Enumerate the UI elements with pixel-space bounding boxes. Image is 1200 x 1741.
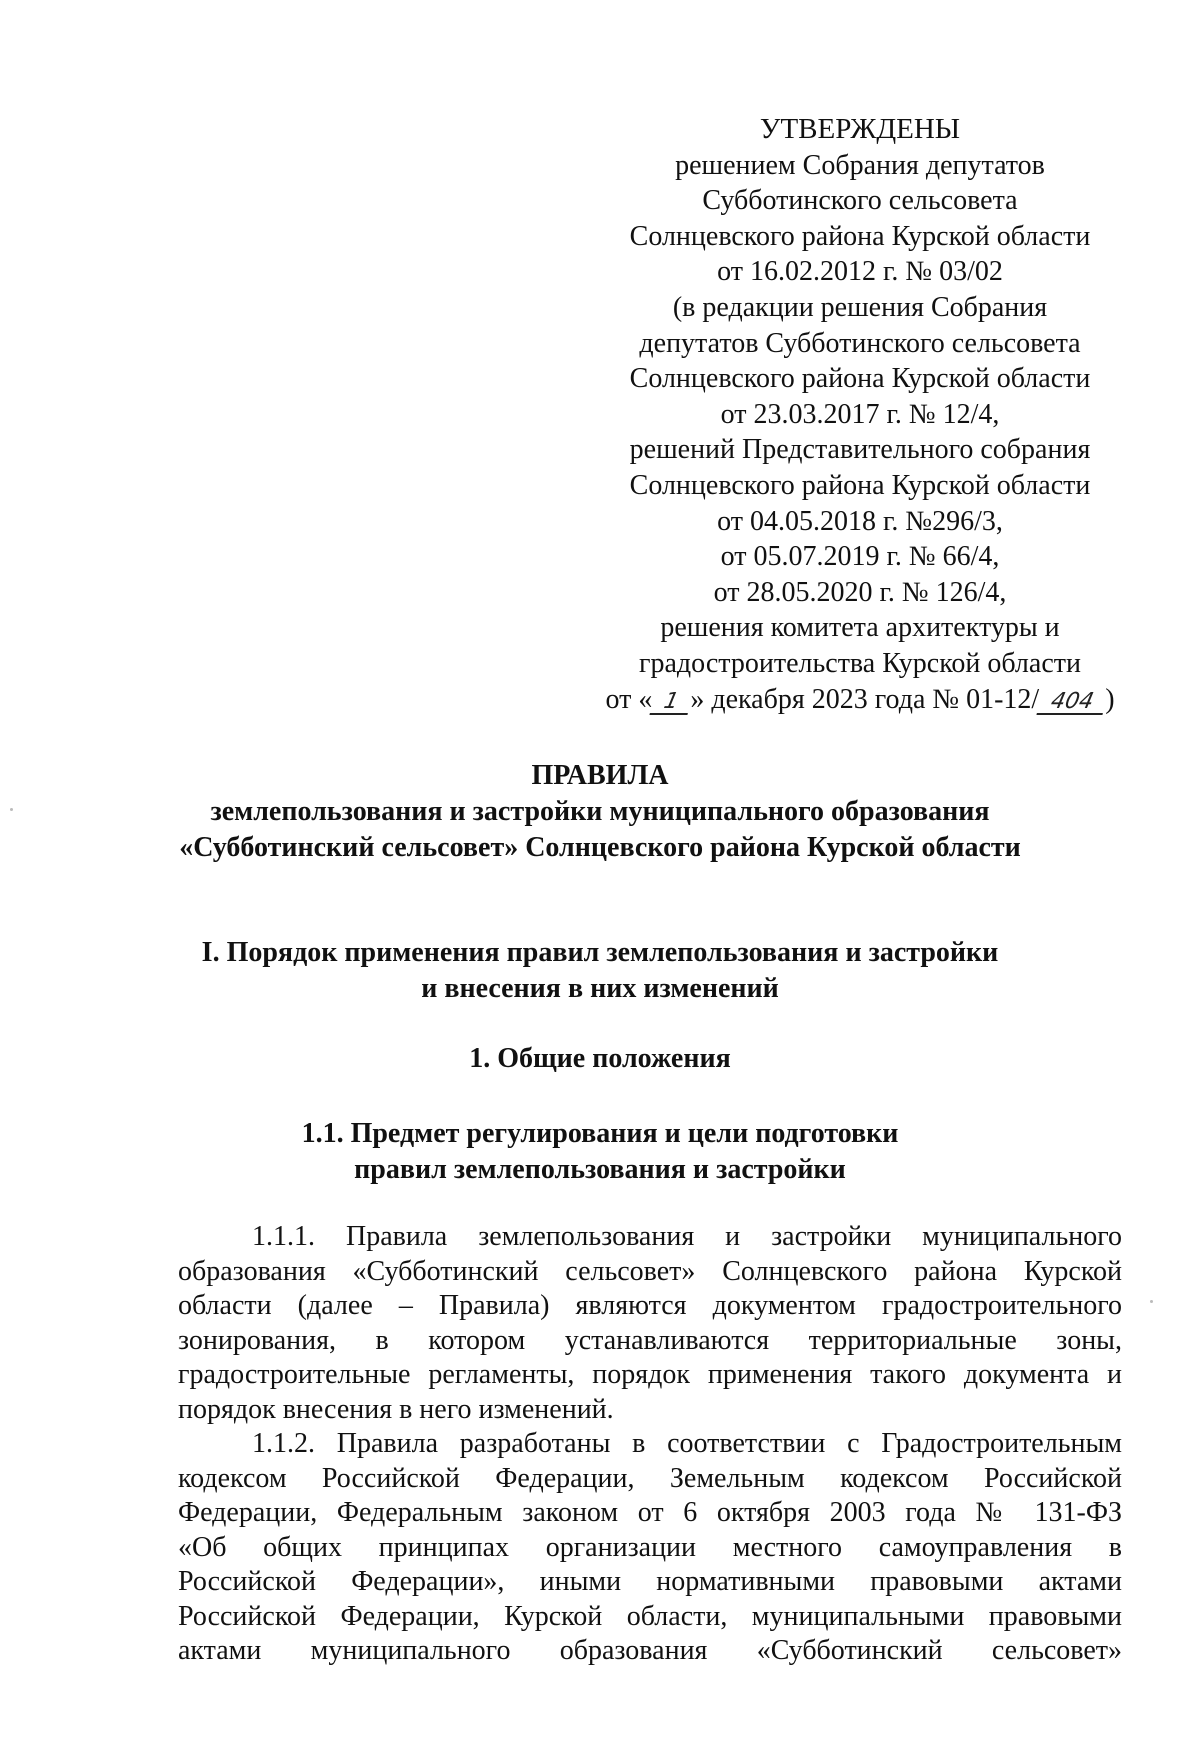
handwritten-number: 404 [1037,691,1108,715]
approval-line: решения комитета архитектуры и [660,612,1060,644]
date-prefix: от « [605,683,653,715]
approval-heading: УТВЕРЖДЕНЫ [759,113,961,145]
section-heading-line: I. Порядок применения правил землепользования и застройки [201,937,999,968]
section-heading [0,935,1200,1007]
approval-line: (в редакции решения Собрания [672,291,1048,323]
paragraph-line: Российской Федерации», иными нормативными правовыми актами [178,1566,1122,1597]
approval-line: решений Представительного собрания [629,434,1091,466]
approval-stamp-block [570,112,1150,717]
subsection-heading [0,1116,1200,1188]
scan-speck [10,808,13,811]
paragraph-line: порядок внесения в него изменений. [178,1393,614,1425]
paragraph-line: 1.1.1. Правила землепользования и застройки муниципального [252,1221,1122,1252]
approval-line: Солнцевского района Курской области [629,220,1091,252]
paragraph-line: зонирования, в котором устанавливаются территориальные зоны, [178,1324,1122,1356]
approval-date-line [570,682,1150,718]
paragraph-line: актами муниципального образования «Субботинский сельсовет» [178,1635,1122,1666]
approval-line: депутатов Субботинского сельсовета [639,327,1081,359]
chapter-heading [0,1041,1200,1077]
paragraph-line: 1.1.2. Правила разработаны в соответствии с Градостроительным [252,1428,1122,1459]
handwritten-day: 1 [650,691,693,715]
approval-line: от 23.03.2017 г. № 12/4, [720,398,1000,430]
title-heading: ПРАВИЛА [531,760,669,791]
subsection-heading-line: 1.1. Предмет регулирования и цели подготовки [301,1118,899,1149]
approval-line: от 16.02.2012 г. № 03/02 [717,256,1003,288]
paragraph-line: «Об общих принципах организации местного самоуправления в [178,1531,1122,1563]
date-middle: » декабря 2023 года № 01-12/ [690,683,1040,715]
paragraph-line: Федерации, Федеральным законом от 6 октября 2003 года № 131-ФЗ [178,1497,1122,1528]
subsection-heading-line: правил землепользования и застройки [354,1154,846,1185]
approval-line: Субботинского сельсовета [702,185,1018,217]
approval-line: от 04.05.2018 г. №296/3, [717,505,1003,537]
paragraph-line: образования «Субботинский сельсовет» Солнцевского района Курской [178,1255,1122,1287]
body-text [178,1220,1122,1669]
approval-line: решением Собрания депутатов [675,149,1045,181]
document-title [0,758,1200,866]
section-heading-line: и внесения в них изменений [421,973,779,1004]
approval-line: от 05.07.2019 г. № 66/4, [720,541,1000,573]
chapter-title: 1. Общие положения [469,1043,731,1074]
approval-line: Солнцевского района Курской области [629,363,1091,395]
approval-line: от 28.05.2020 г. № 126/4, [713,576,1007,608]
scan-speck [1150,1300,1153,1303]
title-line: «Субботинский сельсовет» Солнцевского района Курской области [179,832,1021,863]
paragraph-line: градостроительные регламенты, порядок применения такого документа и [178,1359,1122,1390]
approval-line: градостроительства Курской области [639,647,1081,679]
paragraph-line: области (далее – Правила) являются документом градостроительного [178,1290,1122,1321]
approval-line: Солнцевского района Курской области [629,469,1091,501]
paragraph-line: Российской Федерации, Курской области, муниципальными правовыми [178,1600,1122,1632]
title-line: землепользования и застройки муниципального образования [210,796,990,827]
date-suffix: ) [1105,683,1115,715]
paragraph-line: кодексом Российской Федерации, Земельным кодексом Российской [178,1462,1122,1494]
